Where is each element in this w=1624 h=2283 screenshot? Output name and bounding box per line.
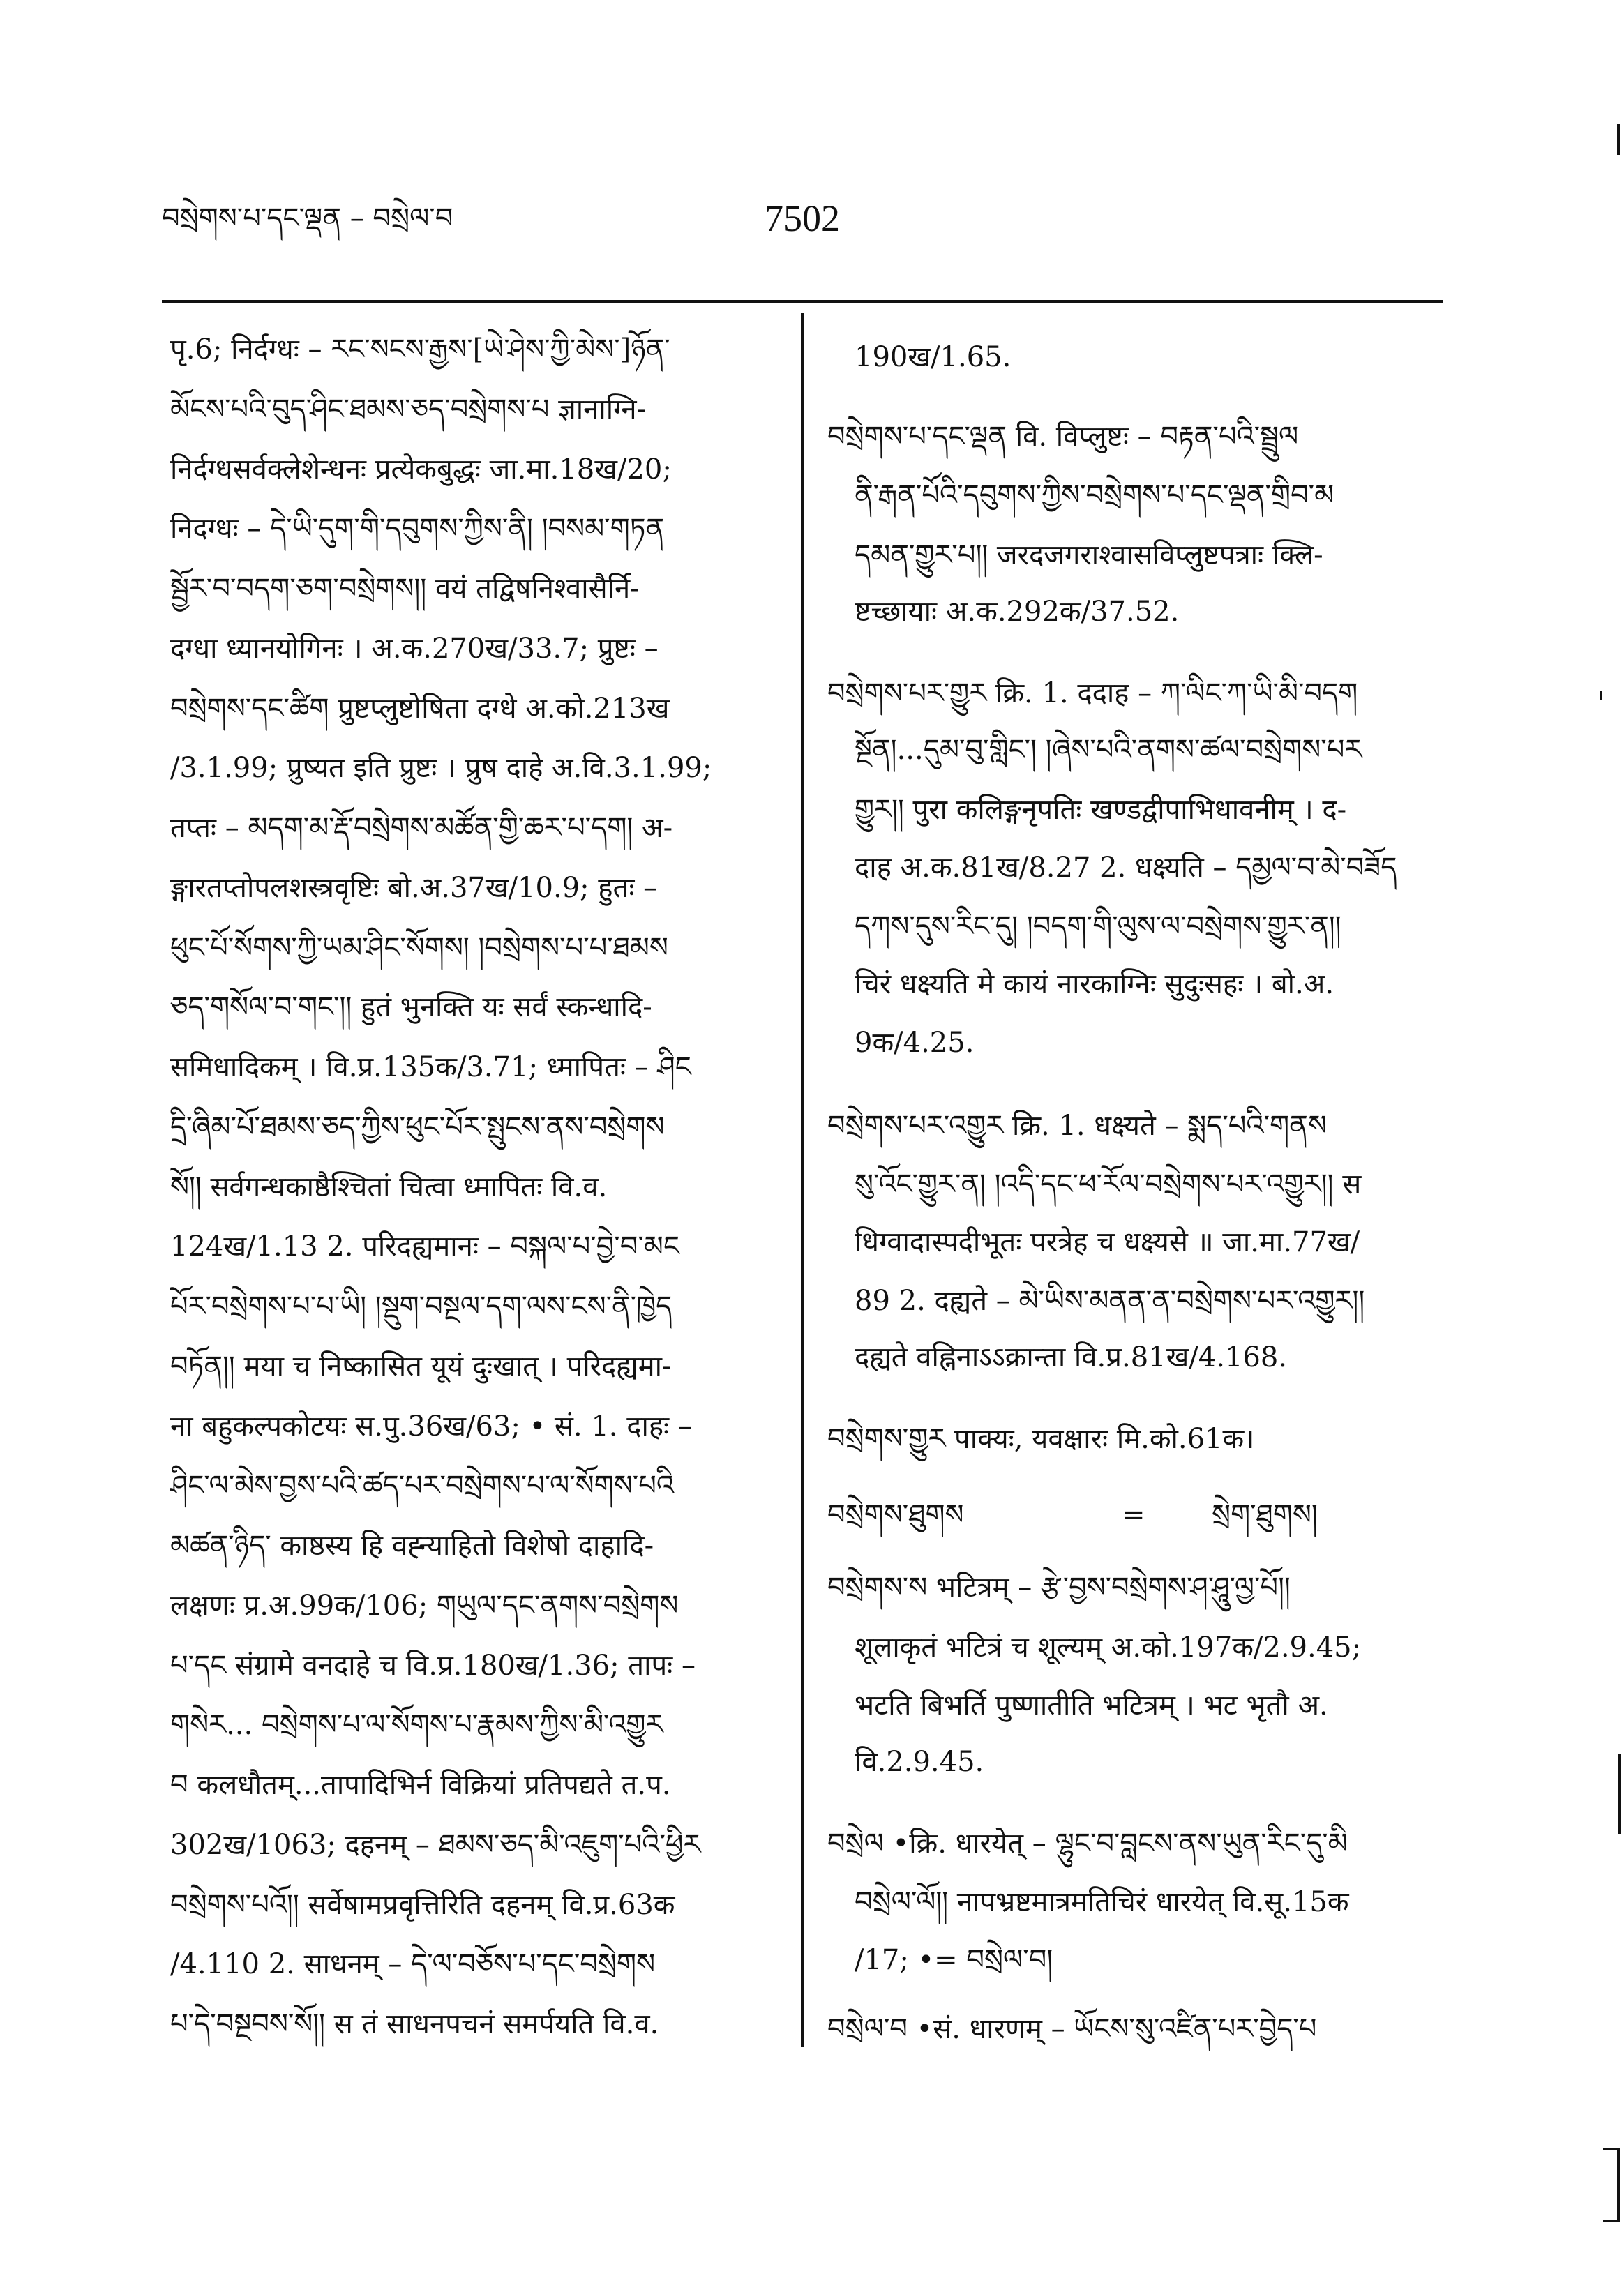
left-column-line: ཕུང་པོ་སོགས་ཀྱི་ཡམ་ཤིང་སོགས། །བསྲེགས་པ་པ་ཐམས [170, 932, 668, 964]
scan-mark [1617, 2148, 1620, 2222]
entry-line: धिग्वादास्पदीभूतः परत्रेह च धक्ष्यसे ॥ जा.मा.77ख/ [855, 1226, 1360, 1258]
left-column-line: ཅད་གསོལ་བ་གང་།། हुतं भुनक्ति यः सर्वं स्कन्धादि- [170, 991, 652, 1023]
entry-line: དམན་གྱུར་པ།། जरदजगराश्वासविप्लुष्टपत्राः क्लि- [855, 539, 1323, 571]
left-column-line: ཤིང་ལ་མེས་བྱས་པའི་ཚད་པར་བསྲེགས་པ་ལ་སོགས་པའི [170, 1470, 675, 1502]
left-column-line: ना बहुकल्पकोटयः स.पु.36ख/63; • सं. 1. दाहः – [170, 1410, 692, 1442]
left-column-line: བསྲེགས་དང་ཚིག प्रुष्टप्लुष्टोषिता दग्धे अ.को.213ख [170, 693, 670, 725]
entry-line: སྔོན།...དུམ་བུ་གླིང་། །ཞེས་པའི་ནགས་ཚལ་བསྲེགས་པར [855, 734, 1362, 766]
left-column-line: མཚན་ཉིད་ काष्ठस्य हि वह्न्याहितो विशेषो दाहादि- [170, 1530, 654, 1562]
entry-line: 89 2. दह्यते – མེ་ཡིས་མནན་ན་བསྲེགས་པར་འགྱུར།། [855, 1285, 1365, 1317]
equals-sign: = [1122, 1499, 1145, 1531]
left-column-line: སྦྱོར་བ་བདག་ཅག་བསྲེགས།། वयं तद्विषनिश्वासैर्नि- [170, 573, 640, 605]
entry-line: བསྲེལ་ལོ།། नापभ्रष्टमात्रमतिचिरं धारयेत् वि.सू.15क [855, 1886, 1349, 1918]
left-column-line: བ कलधौतम्...तापादिभिर्न विक्रियां प्रतिपद्यते त.प. [170, 1769, 671, 1801]
entry-headword-line: བསྲེལ་བ •सं. धारणम् – ཡོངས་སུ་འཛིན་པར་བྱེད་པ [827, 2013, 1317, 2045]
left-column-line: समिधादिकम् । वि.प्र.135क/3.71; ध्मापितः – ཤིང [170, 1051, 691, 1083]
entry-line: वि.2.9.45. [855, 1746, 984, 1778]
left-column-line: དྲི་ཞིམ་པོ་ཐམས་ཅད་ཀྱིས་ཕུང་པོར་སྤུངས་ནས་བསྲེགས [170, 1111, 665, 1143]
header-rule [162, 300, 1443, 303]
entry-line: ष्टच्छायाः अ.क.292क/37.52. [855, 596, 1180, 628]
cross-reference-entry [827, 1487, 1443, 1543]
entry-line: 9क/4.25. [855, 1027, 975, 1059]
entry-line: གྱུར།། पुरा कलिङ्गनृपतिः खण्डद्वीपाभिधावनीम् । द- [855, 794, 1347, 826]
entry-line: /17; •= བསྲེལ་བ། [855, 1944, 1053, 1976]
left-column-line: སོ།། सर्वगन्धकाष्ठैश्चितां चित्वा ध्मापितः वि.व. [170, 1171, 608, 1203]
cross-reference-headword: བསྲེགས་ཐུགས [827, 1499, 964, 1531]
left-column-line: 124ख/1.13 2. परिदह्यमानः – བསྐལ་པ་བྱེ་བ་མང [170, 1230, 679, 1263]
left-column-line: བཏོན།། मया च निष्कासित यूयं दुःखात् । परिदह्यमा- [170, 1350, 672, 1382]
column-divider [801, 313, 804, 2047]
entry-line: དཀས་དུས་རིང་དུ། །བདག་གི་ལུས་ལ་བསྲེགས་གྱུར་ན།། [855, 910, 1341, 942]
left-column-line: གསེར... བསྲེགས་པ་ལ་སོགས་པ་རྣམས་ཀྱིས་མི་འགྱུར [170, 1709, 663, 1741]
entry-line: दह्यते वह्निनाऽऽक्रान्ता वि.प्र.81ख/4.168. [855, 1341, 1288, 1373]
left-column-line: तप्तः – མདག་མ་རྡོ་བསྲེགས་མཚོན་གྱི་ཆར་པ་དག། अ- [170, 812, 673, 844]
left-column-line: दग्धा ध्यानयोगिनः । अ.क.270ख/33.7; प्रुष्टः – [170, 633, 659, 665]
entry-headword-line: བསྲེལ •क्रि. धारयेत् – ལྷུང་བ་བླངས་ནས་ཡུན་རིང་དུ་མི [827, 1828, 1348, 1860]
entry-line: दाह अ.क.81ख/8.27 2. धक्ष्यति – དམྱལ་བ་མེ་བཟོད [855, 852, 1397, 884]
left-column-line: ङ्गारतप्तोपलशस्त्रवृष्टिः बो.अ.37ख/10.9; हुतः – [170, 872, 658, 904]
entry-headword-line: བསྲེགས་པར་གྱུར क्रि. 1. ददाह – ཀ་ལིང་ཀ་ཡི་མི་བདག [827, 677, 1358, 709]
scan-mark [1603, 2220, 1620, 2222]
entry-line: 190ख/1.65. [855, 341, 1012, 373]
entry-headword-line: བསྲེགས་པ་དང་ལྡན वि. विप्लुष्टः – བརྟན་པའི་སྦྲུལ [827, 421, 1299, 453]
scan-mark [1600, 691, 1602, 700]
left-column-line: པ་དེ་བསྔབས་སོ།། स तं साधनपचनं समर्पयति वि.व. [170, 2008, 659, 2040]
entry-line: भटति बिभर्ति पुष्णातीति भटित्रम् । भट भृतौ अ. [855, 1689, 1328, 1721]
cross-reference-target: སྲེག་ཐུགས། [1212, 1499, 1318, 1531]
left-column-line: /4.110 2. साधनम् – དེ་ལ་བཅོས་པ་དང་བསྲེགས [170, 1948, 656, 1980]
entry-headword-line: བསྲེགས་གྱུར पाक्यः, यवक्षारः मि.को.61क। [827, 1423, 1255, 1455]
scan-mark [1617, 124, 1620, 155]
left-column-line: པོར་བསྲེགས་པ་པ་ཡི། །སྡུག་བསྔལ་དག་ལས་ངས་ནི་ཁྱེད [170, 1290, 672, 1323]
entry-line: शूलाकृतं भटित्रं च शूल्यम् अ.को.197क/2.9.45; [855, 1632, 1362, 1664]
page-number: 7502 [765, 197, 840, 239]
left-column-line: པ་དང संग्रामे वनदाहे च वि.प्र.180ख/1.36; तापः – [170, 1650, 696, 1682]
entry-line: སུ་འོང་གྱུར་ན། །འདི་དང་ཕ་རོལ་བསྲེགས་པར་འགྱུར།། स [855, 1168, 1362, 1200]
scan-mark [1603, 2148, 1620, 2150]
entry-headword-line: བསྲེགས་པར་འགྱུར क्रि. 1. धक्ष्यते – སྨད་པའི་གནས [827, 1110, 1327, 1142]
left-column-line: མོངས་པའི་བུད་ཤིང་ཐམས་ཅད་བསྲེགས་པ ज्ञानाग्नि- [170, 393, 647, 425]
scan-mark [1618, 1754, 1621, 1834]
left-column-line: བསྲེགས་པའོ།། सर्वेषामप्रवृत्तिरिति दहनम् वि.प्र.63क [170, 1889, 675, 1921]
left-column-line: निर्दग्धसर्वक्लेशेन्धनः प्रत्येकबुद्धः जा.मा.18ख/20; [170, 453, 672, 485]
running-head: བསྲེགས་པ་དང་ལྡན – བསྲེལ་བ [162, 202, 453, 234]
left-column-line: /3.1.99; प्रुष्यत इति प्रुष्टः । प्रुष दाहे अ.वि.3.1.99; [170, 752, 712, 784]
left-column-line: निदग्धः – དེ་ཡི་དུག་གི་དབུགས་ཀྱིས་ནི། །བསམ་གཏན [170, 513, 665, 545]
left-column-line: लक्षणः प्र.अ.99क/106; གཡུལ་དང་ནགས་བསྲེགས [170, 1590, 679, 1622]
left-column-line: 302ख/1063; दहनम् – ཐམས་ཅད་མི་འཇུག་པའི་ཕྱིར [170, 1829, 701, 1861]
entry-headword-line: བསྲེགས་ས भटित्रम् – རྩེ་བྱས་བསྲེགས་ཤ་ཤཱུ་ལྱ་པོ།། [827, 1572, 1291, 1604]
entry-line: चिरं धक्ष्यति मे कायं नारकाग्निः सुदुःसहः । बो.अ. [855, 968, 1334, 1000]
left-column-line: पृ.6; निर्दग्धः – རང་སངས་རྒྱས་[ཡེ་ཤེས་ཀྱི་མེས་]ཉོན་ [170, 333, 670, 366]
entry-line: ནི་རྒན་པོའི་དབུགས་ཀྱིས་བསྲེགས་པ་དང་ལྡན་གྲིབ་མ [855, 479, 1334, 511]
